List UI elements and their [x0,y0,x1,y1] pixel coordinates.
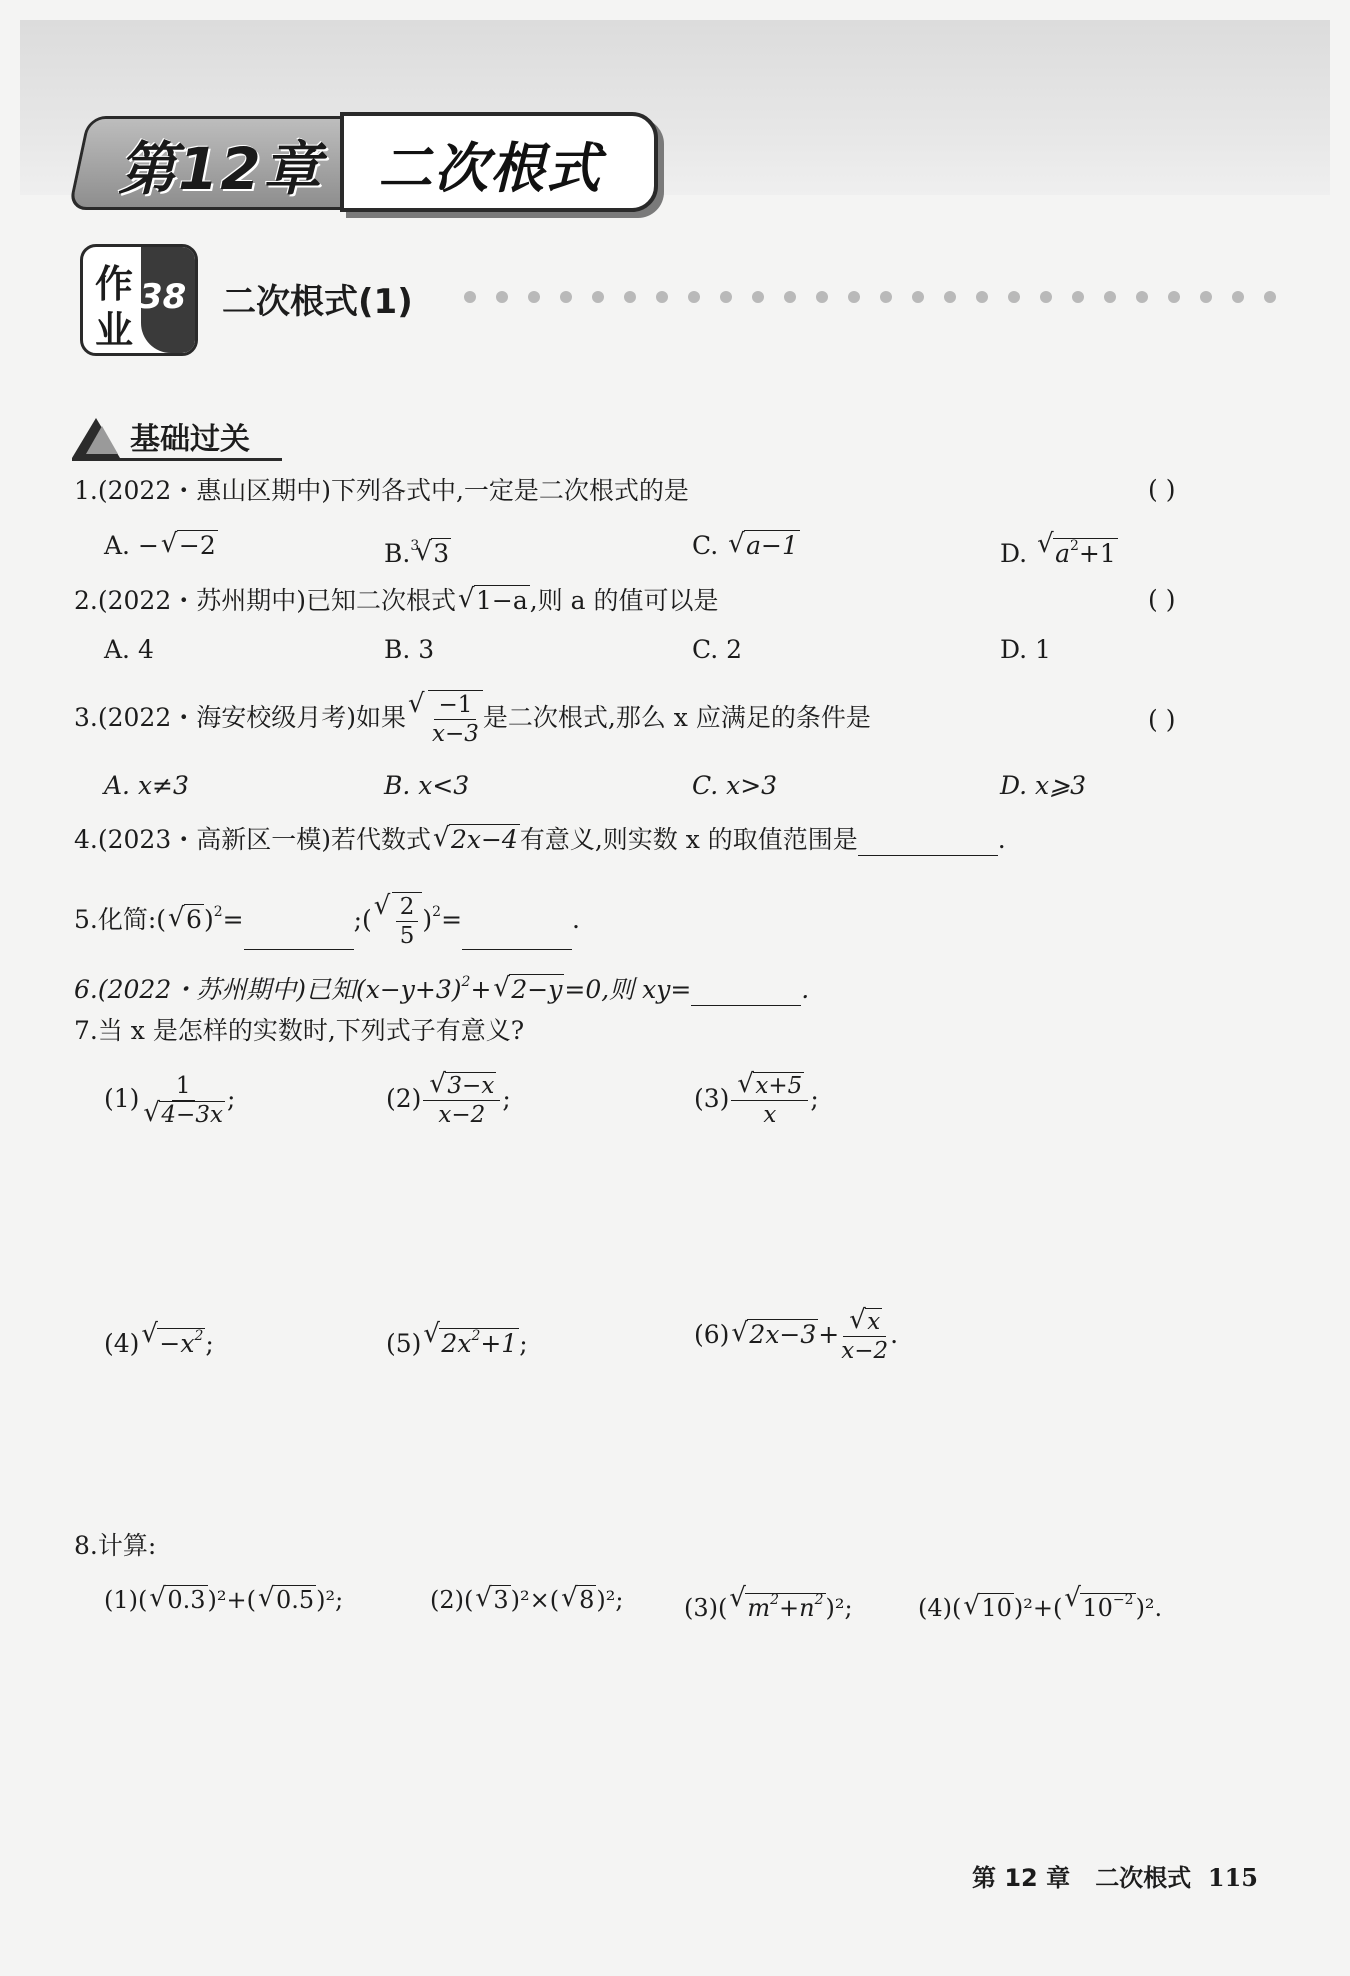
q2-option-d[interactable]: D. 1 [1000,635,1051,664]
q3-option-a[interactable]: A. x≠3 [104,771,189,800]
q8-part-3: (3)(√ $m^2+n^2)^2$; [684,1584,853,1624]
q1-option-a[interactable]: A. −√ −2 [104,530,218,562]
q2-answer-paren[interactable]: ( ) [1148,585,1176,614]
q7-stem: 7.当 x 是怎样的实数时,下列式子有意义? [74,1016,525,1045]
q6-stem: 6.(2022・苏州期中)已知$(x-y+3)^2+√$ 2−y=0,则 xy= . [74,966,809,1006]
q3-option-d[interactable]: D. x⩾3 [1000,771,1086,800]
q3-stem: 3.(2022・海安校级月考)如果 √ $\frac{-1}{x-3}$ 是二次根式,那么 x 应满足的条件是 [74,690,871,748]
q5-blank-2[interactable] [462,925,572,950]
q7-part-2: (2) √ $\frac{3-x}{x-2}$ ; [386,1072,511,1129]
q4-stem: 4.(2023・高新区一模)若代数式√ 2x−4有意义,则实数 x 的取值范围是 . [74,824,1006,856]
homework-badge [80,244,198,356]
homework-number: 38 [139,277,187,317]
q2-stem: 2.(2022・苏州期中)已知二次根式√ 1−a,则 a 的值可以是 [74,585,719,617]
homework-badge-ye: 业 [95,308,134,352]
q7-part-4: $(4)√ -x^2$; [104,1320,214,1360]
q5-stem: 5.化简:(√ 6)$^2$= ;( √ $\frac{2}{5}$ )$^2$= . [74,892,580,950]
chapter-banner [78,112,658,208]
page-number: 115 [1207,1863,1259,1892]
chapter-label: 第12章 [118,135,323,203]
homework-badge-zuo: 作 [95,262,134,306]
homework-title: 二次根式(1) [222,282,413,322]
q8-part-2: (2)(√ 3)²×(√ 8)²; [430,1584,623,1616]
q7-part-3: (3) √ $\frac{x+5}{x}$ ; [694,1072,819,1129]
mountain-icon-inner [86,426,118,454]
q5-blank-1[interactable] [244,925,354,950]
page-footer [972,1858,1258,1893]
q1-option-c[interactable]: C. √ a−1 [692,530,800,562]
section-title: 基础过关 [130,422,250,457]
q1-option-d[interactable]: D. √ $a^2+1$ [1000,530,1118,570]
q4-blank[interactable] [858,831,998,856]
q8-stem: 8.计算: [74,1531,157,1560]
footer-title: 二次根式 [1095,1864,1192,1892]
q3-option-b[interactable]: B. x<3 [384,771,470,800]
section-header [72,412,292,462]
q1-stem: 1.(2022・惠山区期中)下列各式中,一定是二次根式的是 [74,476,689,505]
dot-divider [464,291,1324,305]
q7-part-5: (5)√ $2x^2+1$; [386,1320,528,1360]
q6-blank[interactable] [691,981,801,1006]
q2-option-a[interactable]: A. 4 [104,635,154,664]
q7-part-6: (6)√ 2x−3+ √ $\frac{x}{x-2}$ . [694,1308,898,1365]
q8-part-1: (1)(√ 0.3)²+(√ 0.5)²; [104,1584,343,1616]
section-underline [72,458,282,461]
q3-option-c[interactable]: C. x>3 [692,771,778,800]
q2-option-b[interactable]: B. 3 [384,635,435,664]
q1-answer-paren[interactable]: ( ) [1148,475,1176,504]
q1-option-b[interactable]: B.$^3$√ 3 [384,530,451,570]
footer-chapter: 第 12 章 [972,1864,1071,1892]
q8-part-4: (4)(√ 10)²+(√ $10^{-2})^2$. [918,1584,1162,1624]
q7-part-1: (1) 1 √ 4−3x ; [104,1072,235,1129]
chapter-title: 二次根式 [378,137,602,200]
q2-option-c[interactable]: C. 2 [692,635,743,664]
q3-answer-paren[interactable]: ( ) [1148,705,1176,734]
